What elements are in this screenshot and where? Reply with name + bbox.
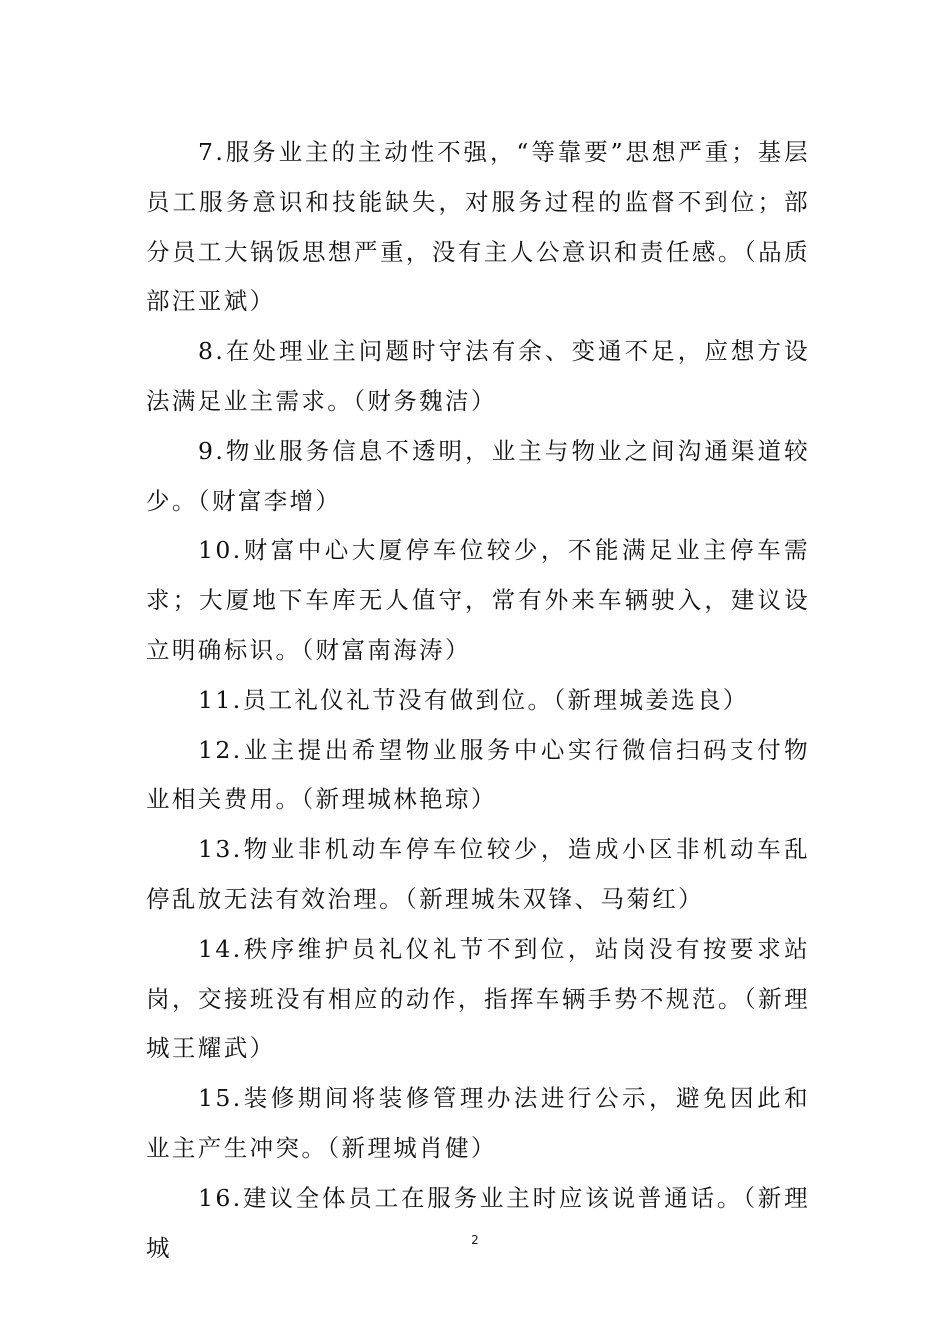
paragraph-item-11: 11.员工礼仪礼节没有做到位。（新理城姜选良） bbox=[198, 685, 749, 714]
paragraph-item-10: 10.财富中心大厦停车位较少，不能满足业主停车需求；大厦地下车库无人值守，常有外来车辆驶入，建议设立明确标识。（财富南海涛） bbox=[146, 536, 810, 664]
paragraph-item-8: 8.在处理业主问题时守法有余、变通不足，应想方设法满足业主需求。（财务魏洁） bbox=[146, 337, 810, 415]
paragraph-item-12: 12.业主提出希望物业服务中心实行微信扫码支付物业相关费用。（新理城林艳琼） bbox=[146, 735, 810, 814]
page-number: 2 bbox=[471, 1233, 479, 1247]
paragraph-item-7: 7.服务业主的主动性不强，“等靠要”思想严重；基层员工服务意识和技能缺失，对服务过程的监督不到位；部分员工大锅饭思想严重，没有主人公意识和责任感。（品质部汪亚斌） bbox=[146, 138, 810, 316]
paragraph-item-13: 13.物业非机动车停车位较少，造成小区非机动车乱停乱放无法有效治理。（新理城朱双锋、马菊红） bbox=[146, 835, 810, 913]
document-body bbox=[146, 128, 810, 1273]
paragraph-item-16: 16.建议全体员工在服务业主时应该说普通话。（新理城 bbox=[146, 1183, 810, 1262]
paragraph-item-14: 14.秩序维护员礼仪礼节不到位，站岗没有按要求站岗，交接班没有相应的动作，指挥车辆手势不规范。（新理城王耀武） bbox=[146, 934, 810, 1063]
paragraph-item-15: 15.装修期间将装修管理办法进行公示，避免因此和业主产生冲突。（新理城肖健） bbox=[146, 1084, 810, 1162]
paragraph-item-9: 9.物业服务信息不透明，业主与物业之间沟通渠道较少。（财富李增） bbox=[146, 436, 810, 515]
